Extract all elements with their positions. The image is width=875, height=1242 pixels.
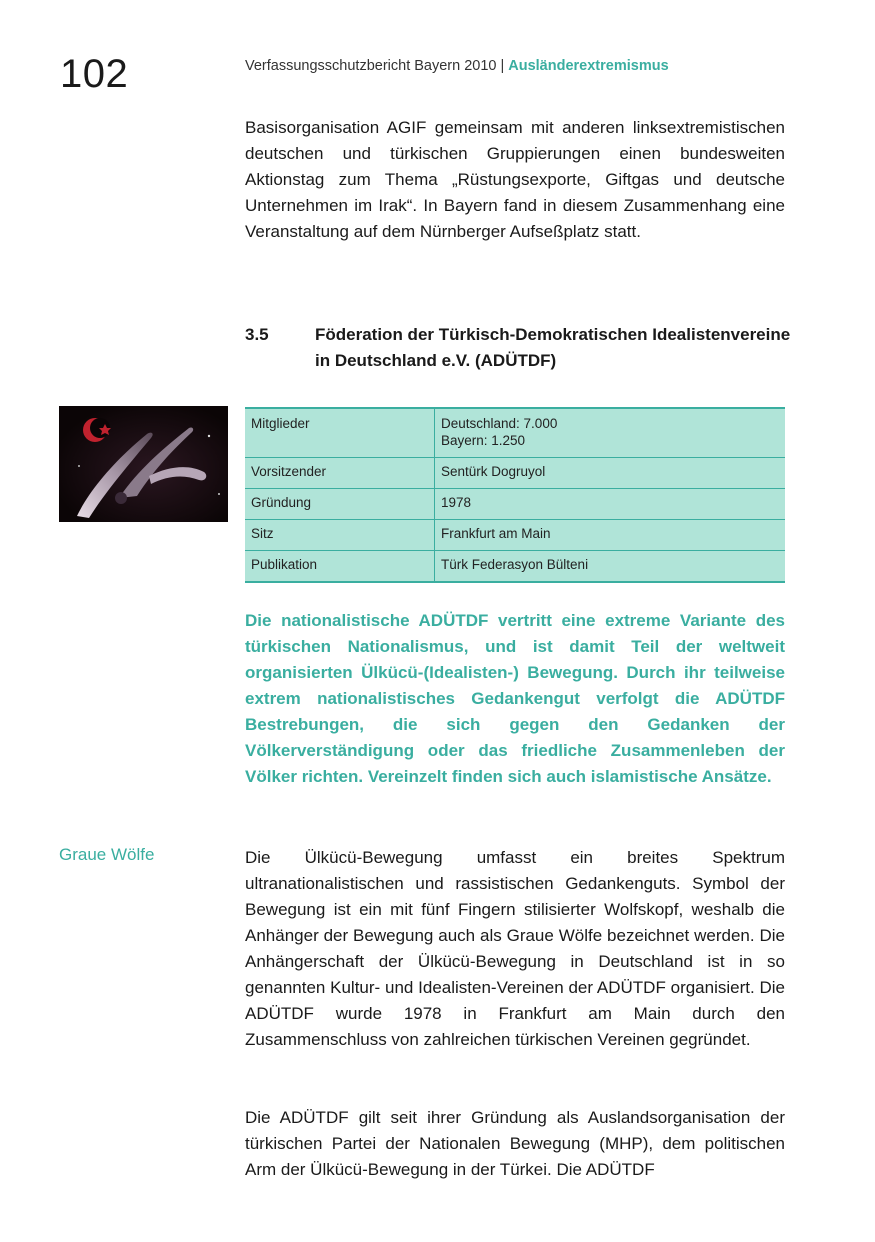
fact-table: [245, 407, 785, 583]
row-value: Türk Federasyon Bülteni: [435, 551, 786, 583]
table-row: [245, 520, 785, 551]
row-value: 1978: [435, 489, 786, 520]
table-row: [245, 489, 785, 520]
value-line: Deutschland: 7.000: [441, 416, 558, 431]
margin-note: Graue Wölfe: [59, 845, 155, 864]
row-label: Publikation: [245, 551, 435, 583]
table-row: [245, 458, 785, 489]
grey-wolf-emblem-icon: [59, 406, 228, 522]
row-value: Sentürk Dogruyol: [435, 458, 786, 489]
row-label: Vorsitzender: [245, 458, 435, 489]
body-paragraph: Die ADÜTDF gilt seit ihrer Gründung als Auslandsorganisation der türkischen Partei der Nationalen Bewegung (MHP), dem politischen Arm der Ülkücü-Bewegung in der Türkei. Die ADÜTDF: [245, 1108, 785, 1179]
row-label: Sitz: [245, 520, 435, 551]
section-title: Ausländerextremismus: [508, 58, 669, 74]
section-heading-title: Föderation der Türkisch-Demokratischen Idealistenvereine in Deutschland e.V. (ADÜTDF): [315, 325, 791, 370]
row-label: Mitglieder: [245, 408, 435, 458]
lead-paragraph: Die nationalistische ADÜTDF vertritt eine extreme Variante des türkischen Nationalismus, und ist damit Teil der weltweit organisierten Ülkücü-(Idealisten-) Bewegung. Durch ihr teilweise extrem nationalistisches Gedankengut verfolgt die ADÜTDF Bestrebungen, die sich gegen den Gedanken der Völkerverständigung oder das friedliche Zusammenleben der Völker richten. Vereinzelt finden sich auch islamistische Ansätze.: [245, 611, 785, 786]
section-number: 3.5: [245, 325, 269, 344]
table-row: [245, 551, 785, 583]
row-value: Frankfurt am Main: [435, 520, 786, 551]
header-separator: |: [500, 58, 505, 74]
table-row: [245, 408, 785, 458]
page-number: 102: [60, 52, 129, 96]
intro-paragraph: Basisorganisation AGIF gemeinsam mit anderen linksextremistischen deutschen und türkischen Gruppierungen einen bundesweiten Aktionstag zum Thema „Rüstungsexporte, Giftgas und deutsche Unternehmen im Irak“. In Bayern fand in diesem Zusammenhang eine Veranstaltung auf dem Nürnberger Aufseßplatz statt.: [245, 118, 785, 241]
publication-title: Verfassungsschutzbericht Bayern 2010: [245, 58, 497, 74]
body-paragraph: Die Ülkücü-Bewegung umfasst ein breites Spektrum ultranationalistischen und rassistischen Gedankenguts. Symbol der Bewegung ist ein mit fünf Fingern stilisierter Wolfskopf, weshalb die Anhänger der Bewegung auch als Graue Wölfe bezeichnet werden. Die Anhängerschaft der Ülkücü-Bewegung in Deutschland ist in so genannten Kultur- und Idealisten-Vereinen der ADÜTDF organisiert. Die ADÜTDF wurde 1978 in Frankfurt am Main durch den Zusammenschluss von zahlreichen türkischen Vereinen gegründet.: [245, 848, 785, 1049]
row-label: Gründung: [245, 489, 435, 520]
running-head: [245, 58, 669, 74]
value-line: Bayern: 1.250: [441, 433, 526, 448]
row-value: [435, 408, 786, 458]
